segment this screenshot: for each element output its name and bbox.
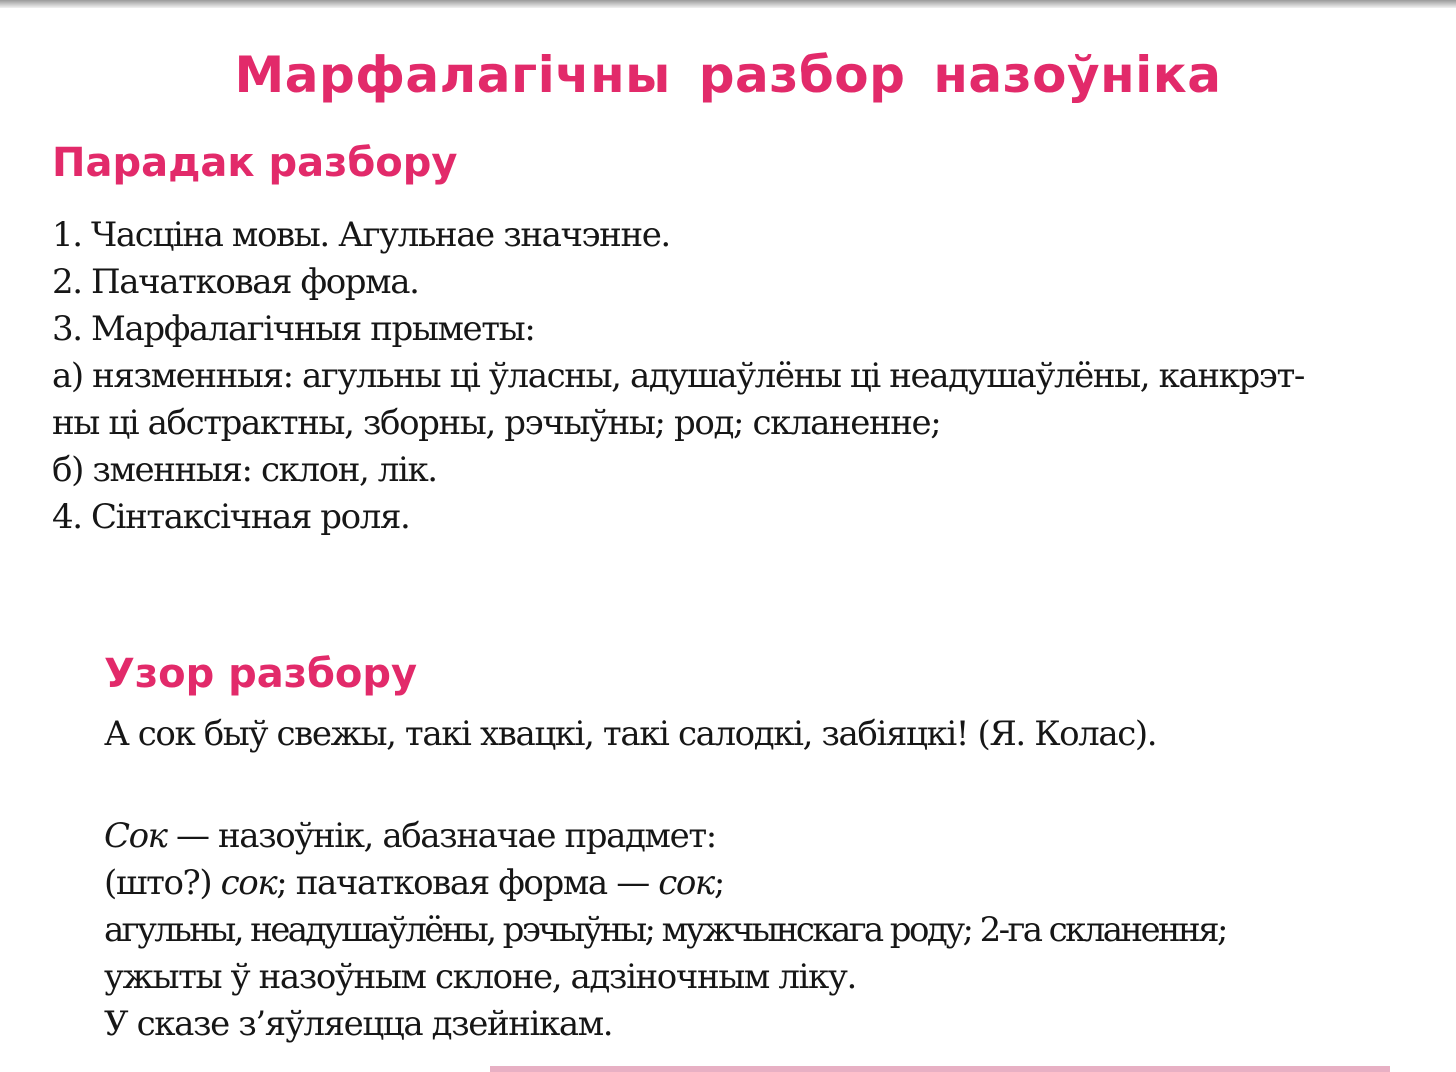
analysis-line-2-end: ;	[713, 863, 724, 903]
analysis-question: (што?)	[104, 863, 221, 903]
order-item-4: 4. Сінтаксічная роля.	[52, 497, 410, 537]
analysis-word: Сок	[104, 816, 167, 856]
analysis-part-of-speech: — назоўнік, абазначае прадмет:	[166, 816, 716, 856]
sample-analysis	[104, 813, 1424, 1048]
order-item-2: 2. Пачатковая форма.	[52, 262, 419, 302]
sample-sentence	[104, 711, 1404, 758]
order-item-3a: а) нязменныя: агульны ці ўласны, адушаўлёны ці неадушаўлёны, канкрэт-	[52, 356, 1304, 396]
order-list	[52, 212, 1432, 541]
order-item-3a-continuation: ны ці абстрактны, зборны, рэчыўны; род; скланенне;	[52, 403, 941, 443]
order-heading: Парадак разбору	[52, 140, 458, 186]
analysis-initial-form: сок	[658, 863, 714, 903]
analysis-line-4: ужыты ў назоўным склоне, адзіночным ліку.	[104, 957, 856, 997]
page-top-edge	[0, 0, 1456, 8]
page-bottom-edge	[490, 1066, 1390, 1072]
order-item-3b: б) зменныя: склон, лік.	[52, 450, 437, 490]
sample-sentence-text: А сок быў свежы, такі хвацкі, такі салодкі, забіяцкі! (Я. Колас).	[104, 714, 1157, 754]
analysis-line-3: агульны, неадушаўлёны, рэчыўны; мужчынскага роду; 2-га скланення;	[104, 910, 1226, 950]
page-title: Марфалагічны разбор назоўніка	[234, 46, 1222, 104]
order-item-1: 1. Часціна мовы. Агульнае значэнне.	[52, 215, 670, 255]
analysis-initial-form-label: ; пачатковая форма —	[276, 863, 659, 903]
analysis-line-1	[104, 813, 1424, 860]
analysis-line-2	[104, 860, 1424, 907]
analysis-line-5: У сказе з’яўляецца дзейнікам.	[104, 1004, 613, 1044]
sample-heading: Узор разбору	[104, 651, 418, 697]
analysis-question-word: сок	[220, 863, 277, 903]
order-item-3: 3. Марфалагічныя прыметы:	[52, 309, 535, 349]
